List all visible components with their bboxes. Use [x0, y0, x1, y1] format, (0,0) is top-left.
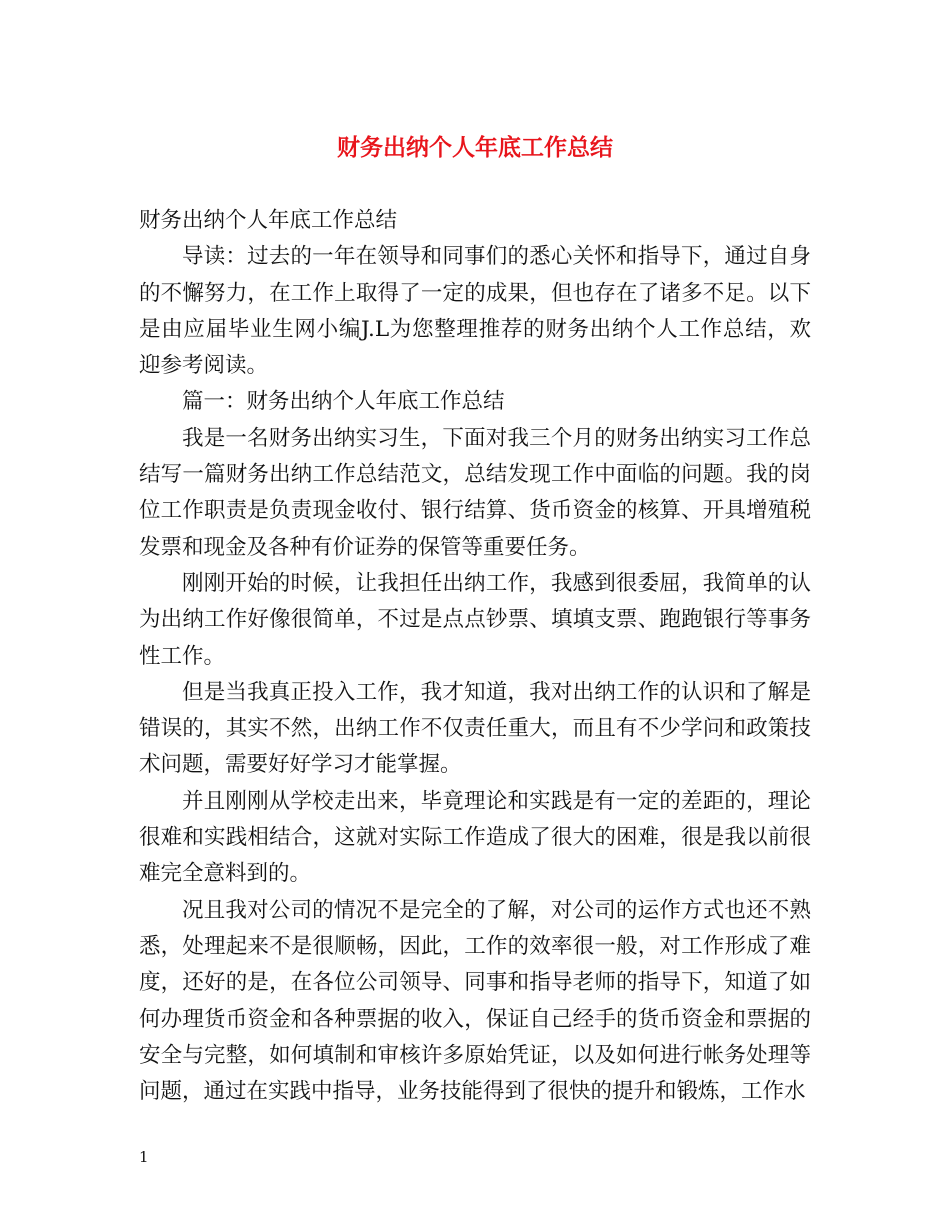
document-title: 财务出纳个人年底工作总结: [337, 135, 613, 161]
body-paragraph: 我是一名财务出纳实习生，下面对我三个月的财务出纳实习工作总结写一篇财务出纳工作总结范文，总结发现工作中面临的问题。我的岗位工作职责是负责现金收付、银行结算、货币资金的核算、开具增殖税发票和现金及各种有价证券的保管等重要任务。: [139, 425, 811, 560]
subtitle-paragraph: 财务出纳个人年底工作总结: [139, 208, 398, 233]
body-paragraph: 并且刚刚从学校走出来，毕竟理论和实践是有一定的差距的，理论很难和实践相结合，这就对实际工作造成了很大的困难，很是我以前很难完全意料到的。: [139, 788, 811, 887]
body-paragraph: 刚刚开始的时候，让我担任出纳工作，我感到很委屈，我简单的认为出纳工作好像很简单，不过是点点钞票、填填支票、跑跑银行等事务性工作。: [139, 570, 811, 669]
section-heading: 篇一：财务出纳个人年底工作总结: [182, 389, 505, 415]
document-body: [139, 203, 811, 1110]
body-paragraph: 况且我对公司的情况不是完全的了解，对公司的运作方式也还不熟悉，处理起来不是很顺畅，因此，工作的效率很一般，对工作形成了难度，还好的是，在各位公司领导、同事和指导老师的指导下，知道了如何办理货币资金和各种票据的收入，保证自己经手的货币资金和票据的安全与完整，如何填制和审核许多原始凭证，以及如何进行帐务处理等问题，通过在实践中指导，业务技能得到了很快的提升和锻炼，工作水: [139, 897, 811, 1105]
intro-paragraph: 导读：过去的一年在领导和同事们的悉心关怀和指导下，通过自身的不懈努力，在工作上取得了一定的成果，但也存在了诸多不足。以下是由应届毕业生网小编J.L为您整理推荐的财务出纳个人工作总结，欢迎参考阅读。: [139, 244, 811, 379]
page-number: 1: [139, 1148, 149, 1166]
body-paragraph: 但是当我真正投入工作，我才知道，我对出纳工作的认识和了解是错误的，其实不然，出纳工作不仅责任重大，而且有不少学问和政策技术问题，需要好好学习才能掌握。: [139, 679, 811, 778]
